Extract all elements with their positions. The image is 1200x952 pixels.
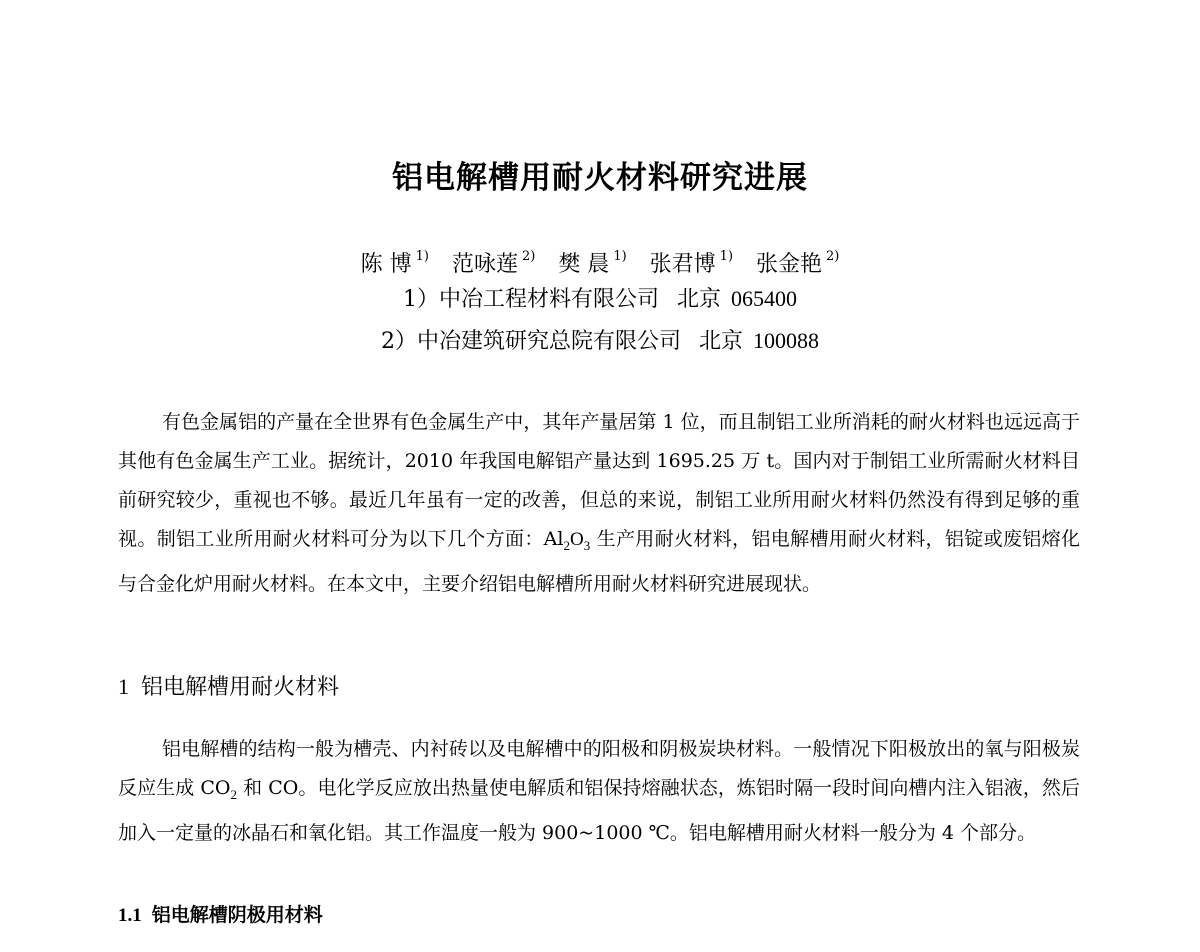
affiliation-1 — [0, 282, 1200, 317]
intro-text-part2: 生产用耐火材料，铝电解槽用耐火材料，铝锭或废铝熔化与合金化炉用耐火材料。在本文中，主要介绍铝电解槽所用耐火材料研究进展现状。 — [118, 528, 1080, 595]
section-1-text-a: 铝电解槽的结构一般为槽壳、内衬砖以及电解槽中的阳极和阴极炭块材料。一般情况下阳极放出的氧与阳极炭反应生成 CO — [118, 738, 1080, 799]
section-number: 1 — [118, 674, 129, 699]
section-title: 铝电解槽用耐火材料 — [141, 675, 340, 700]
author — [756, 240, 839, 282]
affiliation-name: 2）中冶建筑研究总院有限公司 — [380, 329, 681, 354]
author-affiliation-mark: 1) — [613, 249, 627, 264]
affiliation-city: 北京 — [698, 329, 743, 354]
affiliation-name: 1）中冶工程材料有限公司 — [402, 287, 659, 312]
section-1-paragraph — [118, 730, 1080, 853]
subsection-number: 1.1 — [118, 905, 142, 926]
author-affiliation-mark: 2) — [521, 249, 536, 264]
subsection-title: 铝电解槽阴极用材料 — [151, 904, 323, 926]
intro-text-oxygen: O — [569, 529, 584, 550]
author — [361, 240, 429, 282]
intro-subscript-3: 3 — [583, 538, 591, 553]
author — [558, 240, 626, 282]
intro-text-part1: 有色金属铝的产量在全世界有色金属生产中，其年产量居第 1 位，而且制铝工业所消耗的耐火材料也远远高于其他有色金属生产工业。据统计，2010 年我国电解铝产量达到 1695.25 万 t。国内对于制铝工业所需耐火材料目前研究较少，重视也不够。最近几年虽有一定的改善，但总的来说，制铝工业所用耐火材料仍然没有得到足够的重视。制铝工业所用耐火材料可分为以下几个方面：Al — [118, 411, 1080, 550]
author — [650, 240, 733, 282]
subsection-heading-1-1 — [118, 900, 323, 931]
section-1-text-b: 和 CO。电化学反应放出热量使电解质和铝保持熔融状态，炼铝时隔一段时间向槽内注入铝液，然后加入一定量的冰晶石和氧化铝。其工作温度一般为 900~1000 ℃。铝电解槽用耐火材料一般分为 4 个部分。 — [118, 777, 1081, 844]
author-affiliation-mark: 1) — [719, 249, 734, 264]
affiliation-city: 北京 — [676, 287, 721, 312]
author-name: 张金艳 — [756, 252, 823, 277]
paper-title: 铝电解槽用耐火材料研究进展 — [392, 160, 808, 196]
section-heading-1 — [118, 670, 339, 705]
author-name: 陈 博 — [360, 252, 412, 277]
affiliation-postcode: 100088 — [753, 328, 819, 353]
intro-subscript-2: 2 — [563, 538, 570, 553]
co2-subscript: 2 — [230, 787, 237, 802]
affiliation-2 — [0, 324, 1200, 359]
affiliation-postcode: 065400 — [731, 286, 797, 311]
author-name: 范咏莲 — [451, 252, 518, 277]
author-name: 张君博 — [649, 252, 716, 277]
author-list — [0, 240, 1200, 282]
author — [452, 240, 535, 282]
author-affiliation-mark: 1) — [415, 249, 429, 264]
author-name: 樊 晨 — [558, 252, 610, 277]
intro-paragraph — [118, 403, 1080, 604]
author-affiliation-mark: 2) — [826, 249, 840, 264]
